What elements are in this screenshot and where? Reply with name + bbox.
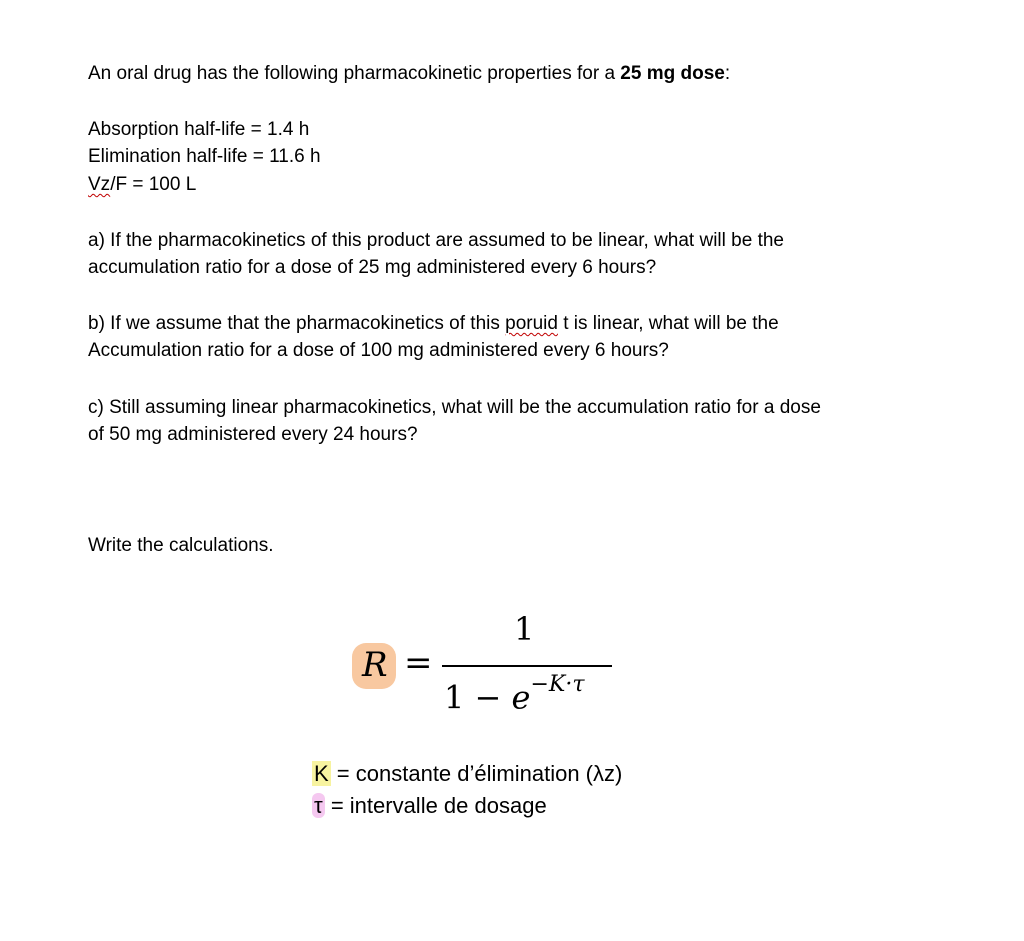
denominator-exponent: −K·τ: [530, 672, 585, 697]
intro-text: An oral drug has the following pharmacokinetic properties for a: [88, 63, 621, 84]
question-b-pre: b) If we assume that the pharmacokinetics of this: [88, 313, 506, 334]
k-symbol: K: [314, 761, 329, 786]
intro-dose-bold: 25 mg dose: [620, 63, 725, 84]
absorption-half-life: Absorption half-life = 1.4 h: [88, 119, 310, 140]
denominator-base: 1 −: [444, 678, 512, 717]
volume-distribution: [88, 171, 196, 198]
accumulation-ratio-formula: [352, 605, 622, 715]
question-a-line2: accumulation ratio for a dose of 25 mg administered every 6 hours?: [88, 257, 657, 278]
question-b-typo: poruid: [505, 313, 558, 334]
formula-numerator: 1: [514, 610, 535, 648]
elimination-half-life: Elimination half-life = 11.6 h: [88, 146, 321, 167]
intro-paragraph: [88, 60, 730, 87]
formula-r: R: [362, 645, 388, 685]
denominator-e: e: [511, 678, 531, 717]
question-b-post: t is linear, what will be the: [557, 313, 779, 334]
intro-colon: :: [724, 63, 731, 84]
k-definition: = constante d’élimination (λz): [330, 761, 623, 786]
legend-k-row: [312, 758, 622, 790]
formula-denominator: [444, 667, 585, 722]
legend-tau-row: [312, 790, 622, 822]
question-b-line2: Accumulation ratio for a dose of 100 mg administered every 6 hours?: [88, 340, 669, 361]
formula-legend: [312, 758, 622, 822]
question-c-line2: of 50 mg administered every 24 hours?: [88, 424, 418, 445]
tau-symbol: τ: [314, 793, 323, 818]
vz-term: Vz: [88, 174, 111, 195]
instruction-text: Write the calculations.: [88, 535, 274, 556]
question-b-line1: [88, 310, 779, 337]
question-c-line1: c) Still assuming linear pharmacokinetics, what will be the accumulation ratio for a dose: [88, 397, 821, 418]
tau-definition: = intervalle de dosage: [324, 793, 547, 818]
formula-equals: =: [404, 643, 433, 683]
question-a-line1: a) If the pharmacokinetics of this product are assumed to be linear, what will be the: [88, 230, 784, 251]
vz-value: /F = 100 L: [110, 174, 197, 195]
